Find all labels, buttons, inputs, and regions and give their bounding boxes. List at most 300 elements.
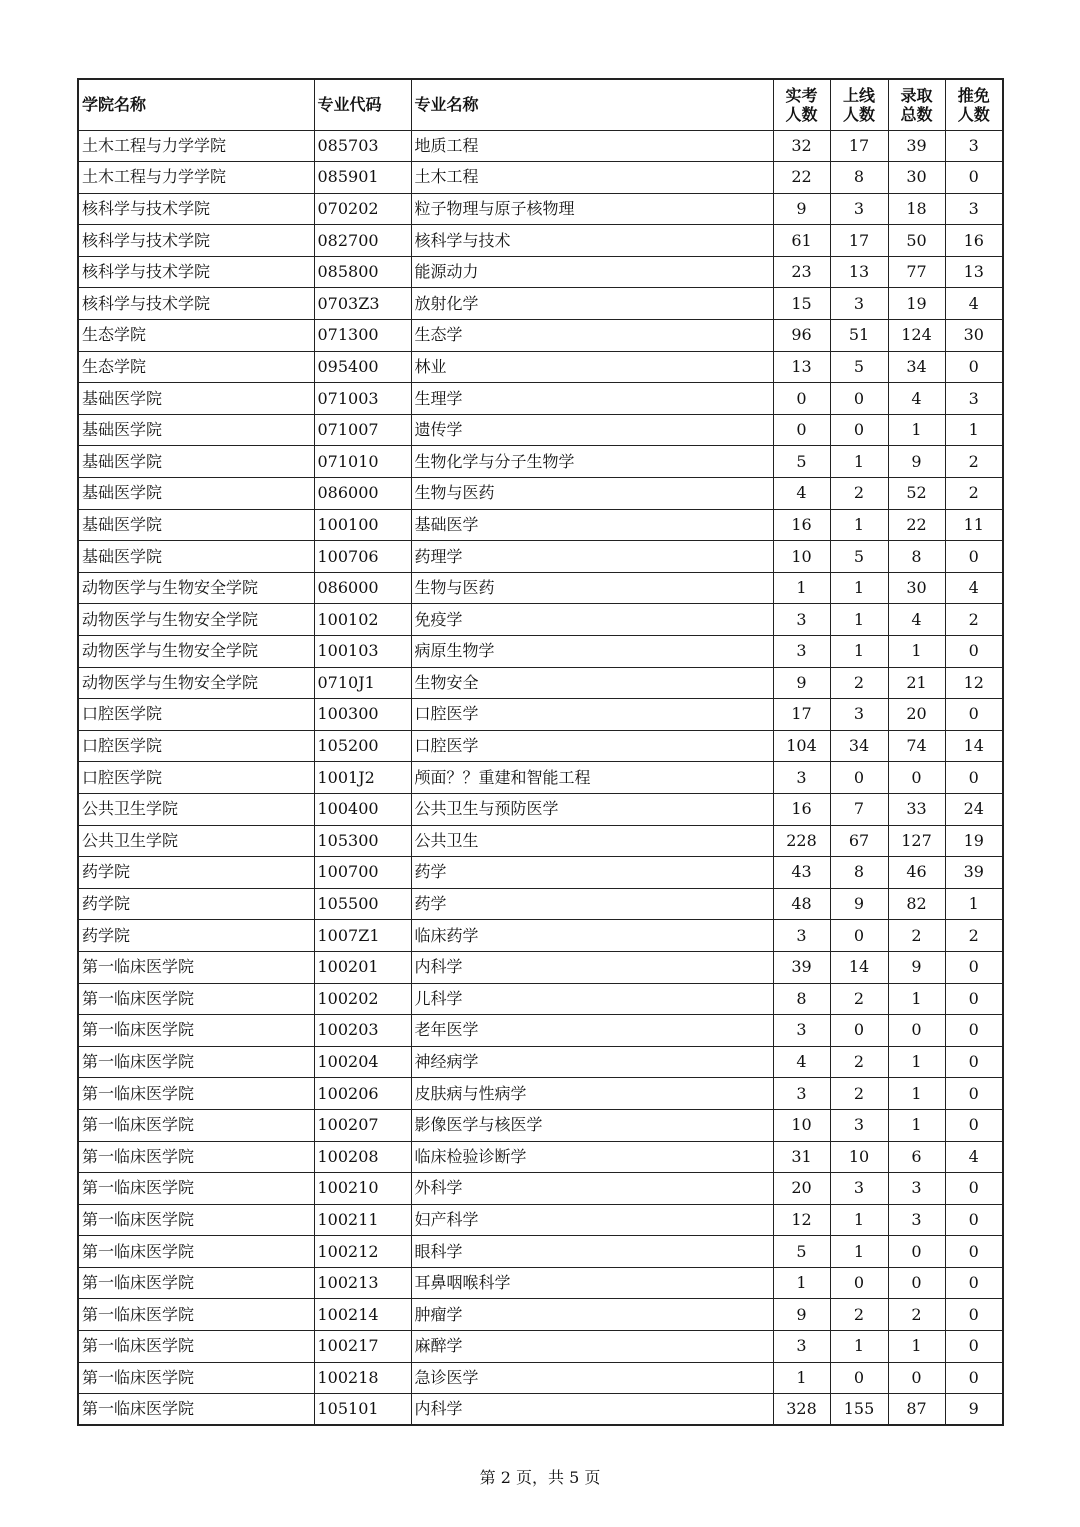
exam-cell: 3 xyxy=(773,762,830,794)
major-cell: 粒子物理与原子核物理 xyxy=(411,193,773,225)
table-row xyxy=(78,983,1003,1015)
code-cell: 085703 xyxy=(314,130,411,162)
code-cell: 100218 xyxy=(314,1362,411,1394)
code-cell: 071010 xyxy=(314,446,411,478)
college-cell: 核科学与技术学院 xyxy=(78,225,314,257)
admit-cell: 1 xyxy=(888,1046,945,1078)
code-cell: 100706 xyxy=(314,541,411,573)
header-pass xyxy=(830,79,888,130)
major-cell: 生物与医药 xyxy=(411,572,773,604)
code-cell: 0710J1 xyxy=(314,667,411,699)
college-cell: 第一临床医学院 xyxy=(78,1267,314,1299)
college-cell: 第一临床医学院 xyxy=(78,951,314,983)
exempt-cell: 0 xyxy=(945,1109,1003,1141)
header-admit-text: 录取总数 xyxy=(900,85,933,124)
college-cell: 第一临床医学院 xyxy=(78,1299,314,1331)
college-cell: 基础医学院 xyxy=(78,383,314,415)
header-college: 学院名称 xyxy=(78,79,314,130)
pass-cell: 0 xyxy=(830,1362,888,1394)
major-cell: 眼科学 xyxy=(411,1236,773,1268)
college-cell: 药学院 xyxy=(78,920,314,952)
admit-cell: 8 xyxy=(888,541,945,573)
exam-cell: 3 xyxy=(773,1078,830,1110)
exam-cell: 1 xyxy=(773,1362,830,1394)
table-row xyxy=(78,604,1003,636)
exempt-cell: 19 xyxy=(945,825,1003,857)
table-row xyxy=(78,414,1003,446)
exempt-cell: 12 xyxy=(945,667,1003,699)
major-cell: 免疫学 xyxy=(411,604,773,636)
major-cell: 口腔医学 xyxy=(411,699,773,731)
major-cell: 地质工程 xyxy=(411,130,773,162)
table-row xyxy=(78,1078,1003,1110)
admit-cell: 77 xyxy=(888,256,945,288)
code-cell: 105500 xyxy=(314,888,411,920)
exam-cell: 1 xyxy=(773,1267,830,1299)
table-row xyxy=(78,920,1003,952)
exam-cell: 10 xyxy=(773,541,830,573)
pass-cell: 5 xyxy=(830,351,888,383)
pass-cell: 1 xyxy=(830,604,888,636)
major-cell: 内科学 xyxy=(411,951,773,983)
major-cell: 药学 xyxy=(411,857,773,889)
pass-cell: 2 xyxy=(830,667,888,699)
exempt-cell: 0 xyxy=(945,951,1003,983)
table-row xyxy=(78,636,1003,668)
pass-cell: 3 xyxy=(830,193,888,225)
exempt-cell: 2 xyxy=(945,478,1003,510)
college-cell: 土木工程与力学学院 xyxy=(78,162,314,194)
college-cell: 动物医学与生物安全学院 xyxy=(78,572,314,604)
exempt-cell: 0 xyxy=(945,1046,1003,1078)
college-cell: 基础医学院 xyxy=(78,414,314,446)
major-cell: 口腔医学 xyxy=(411,730,773,762)
exam-cell: 4 xyxy=(773,1046,830,1078)
header-exam xyxy=(773,79,830,130)
pass-cell: 3 xyxy=(830,1109,888,1141)
major-cell: 临床药学 xyxy=(411,920,773,952)
exempt-cell: 24 xyxy=(945,793,1003,825)
table-row xyxy=(78,446,1003,478)
table-row xyxy=(78,320,1003,352)
exam-cell: 3 xyxy=(773,1331,830,1363)
table-row xyxy=(78,1204,1003,1236)
exam-cell: 3 xyxy=(773,1015,830,1047)
admit-cell: 1 xyxy=(888,1109,945,1141)
pass-cell: 0 xyxy=(830,1267,888,1299)
pass-cell: 9 xyxy=(830,888,888,920)
code-cell: 100212 xyxy=(314,1236,411,1268)
pass-cell: 67 xyxy=(830,825,888,857)
exempt-cell: 14 xyxy=(945,730,1003,762)
exam-cell: 8 xyxy=(773,983,830,1015)
admit-cell: 1 xyxy=(888,983,945,1015)
exam-cell: 16 xyxy=(773,793,830,825)
major-cell: 临床检验诊断学 xyxy=(411,1141,773,1173)
college-cell: 核科学与技术学院 xyxy=(78,288,314,320)
header-exempt xyxy=(945,79,1003,130)
table-row xyxy=(78,509,1003,541)
pass-cell: 8 xyxy=(830,162,888,194)
exam-cell: 20 xyxy=(773,1173,830,1205)
table-row xyxy=(78,1015,1003,1047)
major-cell: 神经病学 xyxy=(411,1046,773,1078)
exempt-cell: 3 xyxy=(945,193,1003,225)
admit-cell: 1 xyxy=(888,636,945,668)
exam-cell: 31 xyxy=(773,1141,830,1173)
pass-cell: 2 xyxy=(830,1046,888,1078)
major-cell: 病原生物学 xyxy=(411,636,773,668)
code-cell: 085800 xyxy=(314,256,411,288)
admit-cell: 3 xyxy=(888,1204,945,1236)
header-row xyxy=(78,79,1003,130)
admit-cell: 30 xyxy=(888,162,945,194)
major-cell: 老年医学 xyxy=(411,1015,773,1047)
admit-cell: 4 xyxy=(888,604,945,636)
pass-cell: 1 xyxy=(830,572,888,604)
admit-cell: 34 xyxy=(888,351,945,383)
admit-cell: 50 xyxy=(888,225,945,257)
college-cell: 第一临床医学院 xyxy=(78,1141,314,1173)
exempt-cell: 3 xyxy=(945,383,1003,415)
code-cell: 085901 xyxy=(314,162,411,194)
pass-cell: 0 xyxy=(830,383,888,415)
exam-cell: 328 xyxy=(773,1394,830,1426)
table-row xyxy=(78,825,1003,857)
exempt-cell: 4 xyxy=(945,572,1003,604)
exam-cell: 61 xyxy=(773,225,830,257)
major-cell: 放射化学 xyxy=(411,288,773,320)
exam-cell: 13 xyxy=(773,351,830,383)
code-cell: 082700 xyxy=(314,225,411,257)
code-cell: 100201 xyxy=(314,951,411,983)
pass-cell: 0 xyxy=(830,920,888,952)
exempt-cell: 0 xyxy=(945,636,1003,668)
admit-cell: 0 xyxy=(888,1267,945,1299)
exam-cell: 4 xyxy=(773,478,830,510)
exempt-cell: 0 xyxy=(945,1078,1003,1110)
exempt-cell: 0 xyxy=(945,351,1003,383)
college-cell: 公共卫生学院 xyxy=(78,793,314,825)
exam-cell: 3 xyxy=(773,920,830,952)
exam-cell: 0 xyxy=(773,414,830,446)
code-cell: 100207 xyxy=(314,1109,411,1141)
admit-cell: 1 xyxy=(888,1331,945,1363)
code-cell: 100213 xyxy=(314,1267,411,1299)
pass-cell: 0 xyxy=(830,762,888,794)
pass-cell: 17 xyxy=(830,225,888,257)
code-cell: 100203 xyxy=(314,1015,411,1047)
header-admit xyxy=(888,79,945,130)
college-cell: 动物医学与生物安全学院 xyxy=(78,667,314,699)
exempt-cell: 0 xyxy=(945,762,1003,794)
code-cell: 100103 xyxy=(314,636,411,668)
code-cell: 1007Z1 xyxy=(314,920,411,952)
major-cell: 内科学 xyxy=(411,1394,773,1426)
admit-cell: 18 xyxy=(888,193,945,225)
major-cell: 公共卫生与预防医学 xyxy=(411,793,773,825)
table-row xyxy=(78,1331,1003,1363)
table-row xyxy=(78,1109,1003,1141)
code-cell: 100214 xyxy=(314,1299,411,1331)
exempt-cell: 0 xyxy=(945,1173,1003,1205)
major-cell: 急诊医学 xyxy=(411,1362,773,1394)
exam-cell: 0 xyxy=(773,383,830,415)
exam-cell: 228 xyxy=(773,825,830,857)
code-cell: 100300 xyxy=(314,699,411,731)
exempt-cell: 11 xyxy=(945,509,1003,541)
pass-cell: 7 xyxy=(830,793,888,825)
exempt-cell: 1 xyxy=(945,888,1003,920)
exempt-cell: 39 xyxy=(945,857,1003,889)
exam-cell: 17 xyxy=(773,699,830,731)
exempt-cell: 2 xyxy=(945,446,1003,478)
exempt-cell: 2 xyxy=(945,920,1003,952)
major-cell: 药理学 xyxy=(411,541,773,573)
table-row xyxy=(78,1394,1003,1426)
major-cell: 药学 xyxy=(411,888,773,920)
table-row xyxy=(78,762,1003,794)
exempt-cell: 0 xyxy=(945,1204,1003,1236)
code-cell: 100208 xyxy=(314,1141,411,1173)
major-cell: 影像医学与核医学 xyxy=(411,1109,773,1141)
table-row xyxy=(78,193,1003,225)
admit-cell: 21 xyxy=(888,667,945,699)
major-cell: 儿科学 xyxy=(411,983,773,1015)
table-row xyxy=(78,256,1003,288)
admissions-table xyxy=(77,78,1004,1426)
exempt-cell: 3 xyxy=(945,130,1003,162)
exam-cell: 43 xyxy=(773,857,830,889)
admit-cell: 46 xyxy=(888,857,945,889)
exempt-cell: 0 xyxy=(945,1331,1003,1363)
code-cell: 100204 xyxy=(314,1046,411,1078)
pass-cell: 13 xyxy=(830,256,888,288)
exam-cell: 9 xyxy=(773,667,830,699)
exam-cell: 10 xyxy=(773,1109,830,1141)
exam-cell: 48 xyxy=(773,888,830,920)
pass-cell: 3 xyxy=(830,699,888,731)
admit-cell: 1 xyxy=(888,1078,945,1110)
exam-cell: 3 xyxy=(773,604,830,636)
table-row xyxy=(78,857,1003,889)
pass-cell: 10 xyxy=(830,1141,888,1173)
table-row xyxy=(78,730,1003,762)
admit-cell: 2 xyxy=(888,920,945,952)
college-cell: 基础医学院 xyxy=(78,446,314,478)
admit-cell: 82 xyxy=(888,888,945,920)
college-cell: 口腔医学院 xyxy=(78,730,314,762)
admit-cell: 127 xyxy=(888,825,945,857)
college-cell: 第一临床医学院 xyxy=(78,1046,314,1078)
pass-cell: 3 xyxy=(830,288,888,320)
admit-cell: 22 xyxy=(888,509,945,541)
admit-cell: 6 xyxy=(888,1141,945,1173)
pass-cell: 0 xyxy=(830,414,888,446)
admit-cell: 0 xyxy=(888,1015,945,1047)
pass-cell: 1 xyxy=(830,446,888,478)
code-cell: 100202 xyxy=(314,983,411,1015)
major-cell: 生物与医药 xyxy=(411,478,773,510)
table-row xyxy=(78,225,1003,257)
table-row xyxy=(78,1046,1003,1078)
admit-cell: 33 xyxy=(888,793,945,825)
major-cell: 能源动力 xyxy=(411,256,773,288)
major-cell: 外科学 xyxy=(411,1173,773,1205)
college-cell: 动物医学与生物安全学院 xyxy=(78,636,314,668)
table-row xyxy=(78,793,1003,825)
exempt-cell: 13 xyxy=(945,256,1003,288)
code-cell: 100700 xyxy=(314,857,411,889)
table-row xyxy=(78,478,1003,510)
exempt-cell: 16 xyxy=(945,225,1003,257)
college-cell: 土木工程与力学学院 xyxy=(78,130,314,162)
college-cell: 第一临床医学院 xyxy=(78,1173,314,1205)
admit-cell: 0 xyxy=(888,762,945,794)
header-major: 专业名称 xyxy=(411,79,773,130)
college-cell: 基础医学院 xyxy=(78,478,314,510)
exempt-cell: 0 xyxy=(945,541,1003,573)
code-cell: 105101 xyxy=(314,1394,411,1426)
table-row xyxy=(78,541,1003,573)
code-cell: 100100 xyxy=(314,509,411,541)
college-cell: 第一临床医学院 xyxy=(78,983,314,1015)
pass-cell: 17 xyxy=(830,130,888,162)
exempt-cell: 4 xyxy=(945,288,1003,320)
exam-cell: 16 xyxy=(773,509,830,541)
table-row xyxy=(78,1141,1003,1173)
exempt-cell: 0 xyxy=(945,1362,1003,1394)
code-cell: 100400 xyxy=(314,793,411,825)
admit-cell: 0 xyxy=(888,1362,945,1394)
exempt-cell: 4 xyxy=(945,1141,1003,1173)
college-cell: 基础医学院 xyxy=(78,541,314,573)
code-cell: 071300 xyxy=(314,320,411,352)
code-cell: 0703Z3 xyxy=(314,288,411,320)
college-cell: 核科学与技术学院 xyxy=(78,193,314,225)
exam-cell: 5 xyxy=(773,1236,830,1268)
exam-cell: 9 xyxy=(773,1299,830,1331)
table-row xyxy=(78,1236,1003,1268)
exempt-cell: 0 xyxy=(945,983,1003,1015)
college-cell: 口腔医学院 xyxy=(78,699,314,731)
exam-cell: 1 xyxy=(773,572,830,604)
major-cell: 肿瘤学 xyxy=(411,1299,773,1331)
exam-cell: 5 xyxy=(773,446,830,478)
college-cell: 第一临床医学院 xyxy=(78,1394,314,1426)
major-cell: 林业 xyxy=(411,351,773,383)
pass-cell: 5 xyxy=(830,541,888,573)
table-row xyxy=(78,572,1003,604)
major-cell: 生物安全 xyxy=(411,667,773,699)
college-cell: 第一临床医学院 xyxy=(78,1331,314,1363)
pass-cell: 3 xyxy=(830,1173,888,1205)
exam-cell: 15 xyxy=(773,288,830,320)
pass-cell: 1 xyxy=(830,1236,888,1268)
major-cell: 生态学 xyxy=(411,320,773,352)
table-body xyxy=(78,130,1003,1425)
exam-cell: 23 xyxy=(773,256,830,288)
major-cell: 耳鼻咽喉科学 xyxy=(411,1267,773,1299)
admit-cell: 9 xyxy=(888,446,945,478)
college-cell: 口腔医学院 xyxy=(78,762,314,794)
table-row xyxy=(78,699,1003,731)
major-cell: 皮肤病与性病学 xyxy=(411,1078,773,1110)
exam-cell: 104 xyxy=(773,730,830,762)
admit-cell: 4 xyxy=(888,383,945,415)
admit-cell: 9 xyxy=(888,951,945,983)
college-cell: 药学院 xyxy=(78,857,314,889)
pass-cell: 1 xyxy=(830,636,888,668)
table-row xyxy=(78,667,1003,699)
code-cell: 086000 xyxy=(314,478,411,510)
major-cell: 公共卫生 xyxy=(411,825,773,857)
major-cell: 土木工程 xyxy=(411,162,773,194)
code-cell: 095400 xyxy=(314,351,411,383)
table-row xyxy=(78,1362,1003,1394)
college-cell: 第一临床医学院 xyxy=(78,1109,314,1141)
page-footer: 第 2 页，共 5 页 xyxy=(479,1468,601,1487)
table-row xyxy=(78,288,1003,320)
college-cell: 第一临床医学院 xyxy=(78,1078,314,1110)
college-cell: 公共卫生学院 xyxy=(78,825,314,857)
pass-cell: 8 xyxy=(830,857,888,889)
exam-cell: 3 xyxy=(773,636,830,668)
table-row xyxy=(78,951,1003,983)
header-code: 专业代码 xyxy=(314,79,411,130)
code-cell: 105300 xyxy=(314,825,411,857)
exempt-cell: 30 xyxy=(945,320,1003,352)
admit-cell: 2 xyxy=(888,1299,945,1331)
pass-cell: 2 xyxy=(830,1299,888,1331)
admit-cell: 19 xyxy=(888,288,945,320)
college-cell: 第一临床医学院 xyxy=(78,1204,314,1236)
college-cell: 第一临床医学院 xyxy=(78,1236,314,1268)
admit-cell: 39 xyxy=(888,130,945,162)
exam-cell: 39 xyxy=(773,951,830,983)
table-row xyxy=(78,162,1003,194)
college-cell: 生态学院 xyxy=(78,320,314,352)
pass-cell: 51 xyxy=(830,320,888,352)
admit-cell: 0 xyxy=(888,1236,945,1268)
table-row xyxy=(78,383,1003,415)
exempt-cell: 2 xyxy=(945,604,1003,636)
pass-cell: 1 xyxy=(830,1331,888,1363)
pass-cell: 2 xyxy=(830,983,888,1015)
header-exempt-text: 推免人数 xyxy=(957,85,990,124)
code-cell: 100102 xyxy=(314,604,411,636)
exempt-cell: 9 xyxy=(945,1394,1003,1426)
major-cell: 遗传学 xyxy=(411,414,773,446)
code-cell: 105200 xyxy=(314,730,411,762)
pass-cell: 14 xyxy=(830,951,888,983)
code-cell: 100217 xyxy=(314,1331,411,1363)
college-cell: 基础医学院 xyxy=(78,509,314,541)
table-row xyxy=(78,130,1003,162)
pass-cell: 2 xyxy=(830,478,888,510)
admit-cell: 87 xyxy=(888,1394,945,1426)
admit-cell: 1 xyxy=(888,414,945,446)
exempt-cell: 0 xyxy=(945,1015,1003,1047)
major-cell: 颅面？？重建和智能工程 xyxy=(411,762,773,794)
header-exam-text: 实考人数 xyxy=(785,85,818,124)
admit-cell: 20 xyxy=(888,699,945,731)
pass-cell: 2 xyxy=(830,1078,888,1110)
admit-cell: 52 xyxy=(888,478,945,510)
admit-cell: 30 xyxy=(888,572,945,604)
major-cell: 生理学 xyxy=(411,383,773,415)
code-cell: 071003 xyxy=(314,383,411,415)
